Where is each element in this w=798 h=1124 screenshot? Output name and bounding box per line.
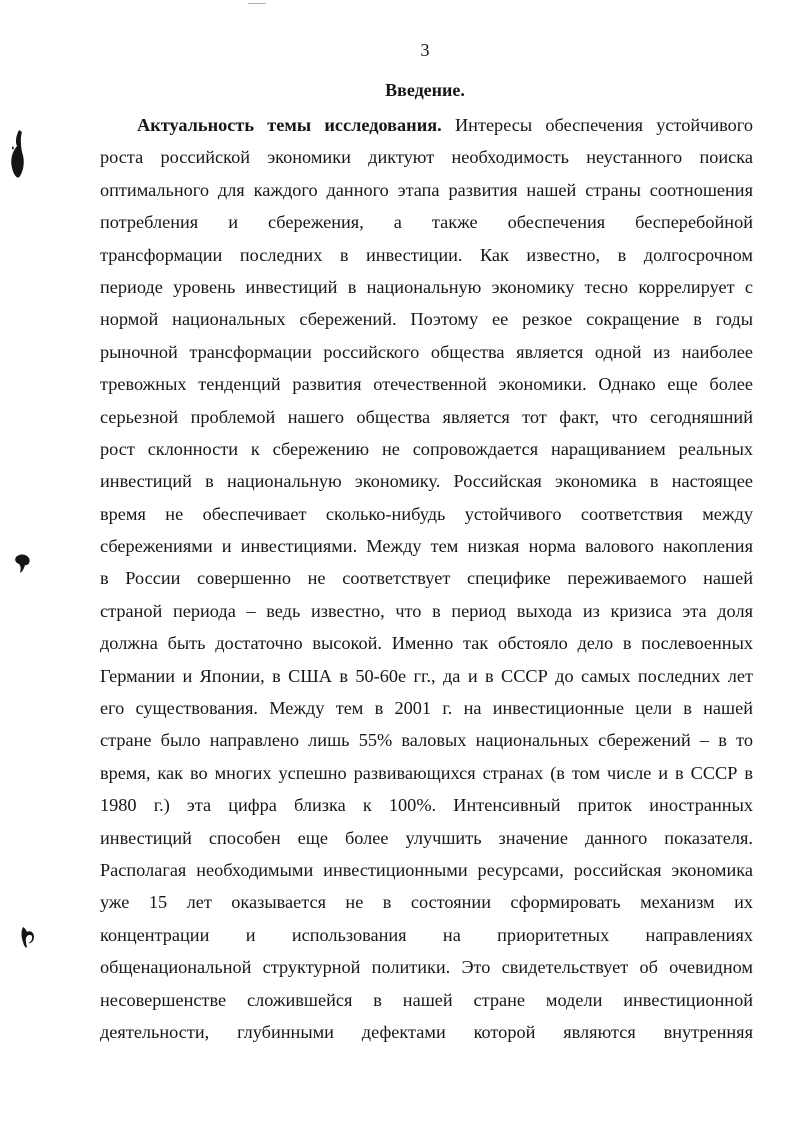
text-line: Германии и Японии, в США в 50-60е гг., да и в СССР до самых последних лет bbox=[100, 665, 753, 686]
text-line: роста российской экономики диктуют необходимость неустанного поиска bbox=[100, 147, 753, 168]
section-heading: Введение. bbox=[385, 80, 465, 100]
text-line: его существования. Между тем в 2001 г. на инвестиционные цели в нашей bbox=[100, 698, 753, 719]
text-line: стране было направлено лишь 55% валовых национальных сбережений – в то bbox=[100, 730, 753, 751]
text-line: страной периода – ведь известно, что в период выхода из кризиса эта доля bbox=[100, 600, 753, 621]
text-line: инвестиций способен еще более улучшить значение данного показателя. bbox=[100, 827, 753, 848]
lead-bold-phrase: Актуальность темы исследования. bbox=[137, 115, 442, 135]
text-line: рост склонности к сбережению не сопровождается наращиванием реальных bbox=[100, 438, 753, 459]
text-line: Располагая необходимыми инвестиционными ресурсами, российская экономика bbox=[100, 859, 753, 880]
ink-blot-top bbox=[6, 128, 28, 184]
text-line: деятельности, глубинными дефектами которой являются внутренняя bbox=[100, 1021, 753, 1042]
text-line: время не обеспечивает сколько-нибудь устойчивого соответствия между bbox=[100, 503, 753, 524]
text-line: трансформации последних в инвестиции. Как известно, в долгосрочном bbox=[100, 244, 753, 265]
text-line: тревожных тенденций развития отечественной экономики. Однако еще более bbox=[100, 374, 753, 395]
text-line: время, как во многих успешно развивающихся странах (в том числе и в СССР в bbox=[100, 762, 753, 783]
text-line: несовершенстве сложившейся в нашей стране модели инвестиционной bbox=[100, 989, 753, 1010]
scan-mark bbox=[248, 3, 266, 4]
ink-blot-middle bbox=[12, 551, 34, 575]
text-line: рыночной трансформации российского общества является одной из наиболее bbox=[100, 341, 753, 362]
text-line: серьезной проблемой нашего общества является тот факт, что сегодняшний bbox=[100, 406, 753, 427]
text-line: общенациональной структурной политики. Это свидетельствует об очевидном bbox=[100, 957, 753, 978]
text-line: концентрации и использования на приоритетных направлениях bbox=[100, 924, 753, 945]
text-line: должна быть достаточно высокой. Именно так обстояло дело в послевоенных bbox=[100, 633, 753, 654]
text-line: оптимального для каждого данного этапа развития нашей страны соотношения bbox=[100, 179, 753, 200]
text-line: в России совершенно не соответствует специфике переживаемого нашей bbox=[100, 568, 753, 589]
text-line: 1980 г.) эта цифра близка к 100%. Интенсивный приток иностранных bbox=[100, 795, 753, 816]
text-line: сбережениями и инвестициями. Между тем низкая норма валового накопления bbox=[100, 536, 753, 557]
paragraph-body bbox=[100, 109, 753, 1048]
text-line: нормой национальных сбережений. Поэтому ее резкое сокращение в годы bbox=[100, 309, 753, 330]
ink-blot-bottom bbox=[18, 925, 36, 951]
text-line bbox=[100, 109, 753, 141]
lead-rest: Интересы обеспечения устойчивого bbox=[441, 115, 753, 135]
text-line: потребления и сбережения, а также обеспечения бесперебойной bbox=[100, 212, 753, 233]
text-line: периоде уровень инвестиций в национальную экономику тесно коррелирует с bbox=[100, 276, 753, 297]
text-line: инвестиций в национальную экономику. Российская экономика в настоящее bbox=[100, 471, 753, 492]
page-number: 3 bbox=[420, 40, 430, 60]
text-line: уже 15 лет оказывается не в состоянии сформировать механизм их bbox=[100, 892, 753, 913]
